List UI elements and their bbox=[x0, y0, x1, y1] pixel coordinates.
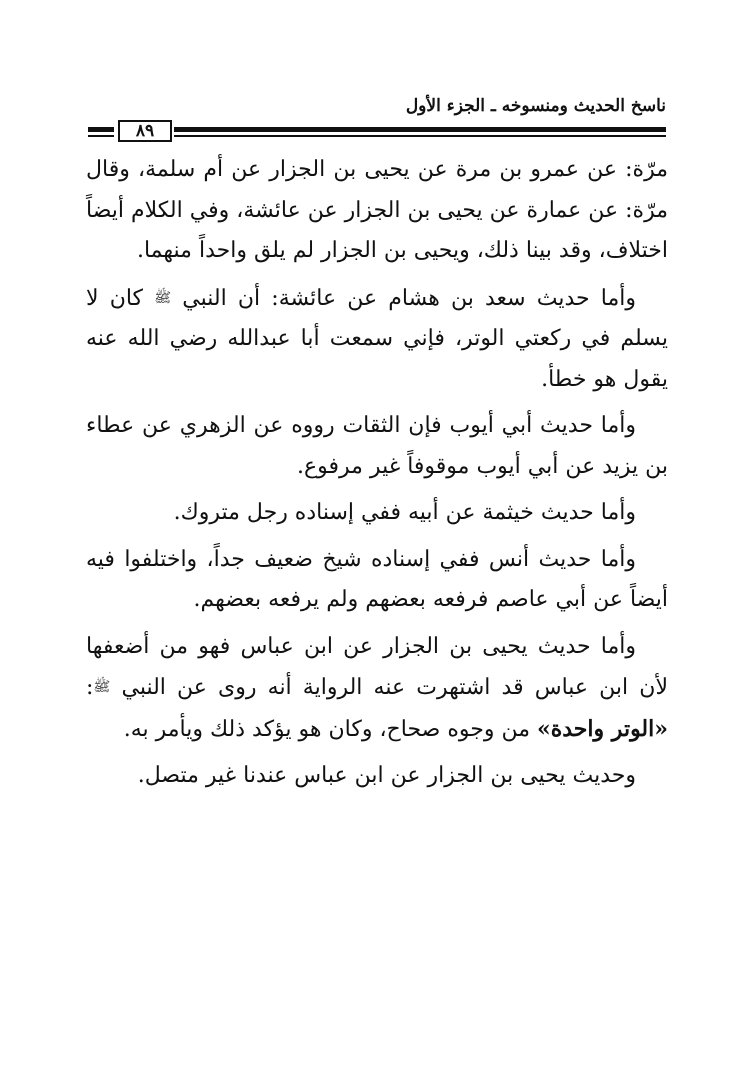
paragraph bbox=[86, 540, 668, 621]
paragraph bbox=[86, 627, 668, 751]
paragraph bbox=[86, 756, 668, 797]
body-text bbox=[86, 150, 668, 803]
paragraph-text: وأما حديث أنس ففي إسناده شيخ ضعيف جداً، واختلفوا فيه أيضاً عن أبي عاصم فرفعه بعضهم ولم يرفعه بعضهم. bbox=[86, 546, 668, 612]
paragraph-text: وأما حديث خيثمة عن أبيه ففي إسناده رجل متروك. bbox=[173, 500, 636, 525]
honorific-symbol: ﷺ bbox=[93, 679, 111, 695]
paragraph-text: مرّة: عن عمرو بن مرة عن يحيى بن الجزار عن أم سلمة، وقال مرّة: عن عمارة عن يحيى بن الجزار عن عائشة، وفي الكلام أيضاً اختلاف، وقد بينا ذلك، ويحيى بن الجزار لم يلق واحداً منهما. bbox=[86, 157, 668, 263]
colon: : bbox=[86, 675, 94, 700]
paragraph bbox=[86, 406, 668, 487]
honorific-symbol: ﷺ bbox=[154, 289, 172, 306]
page-number: ٨٩ bbox=[118, 120, 172, 142]
paragraph-text: وأما حديث يحيى بن الجزار عن ابن عباس فهو من أضعفها لأن ابن عباس قد اشتهرت عنه الرواية أنه روى عن النبي bbox=[86, 633, 668, 700]
paragraph-text: من وجوه صحاح، وكان هو يؤكد ذلك ويأمر به. bbox=[123, 716, 530, 742]
paragraph bbox=[86, 150, 668, 272]
header-rule-long bbox=[174, 127, 666, 132]
paragraph-text: وحديث يحيى بن الجزار عن ابن عباس عندنا غير متصل. bbox=[137, 763, 636, 788]
hadith-quote: «الوتر واحدة» bbox=[536, 715, 668, 742]
paragraph-text: وأما حديث أبي أيوب فإن الثقات رووه عن الزهري عن عطاء بن يزيد عن أبي أيوب موقوفاً غير مرفوع. bbox=[86, 413, 668, 479]
header-rule bbox=[88, 120, 666, 142]
paragraph bbox=[86, 493, 668, 534]
page-header bbox=[88, 96, 666, 146]
paragraph bbox=[86, 278, 668, 401]
running-title: ناسخ الحديث ومنسوخه ـ الجزء الأول bbox=[405, 96, 666, 116]
paragraph-text: وأما حديث سعد بن هشام عن عائشة: أن النبي bbox=[182, 285, 636, 311]
paragraph-text: كان لا يسلم في ركعتي الوتر، فإني سمعت أبا عبدالله رضي الله عنه يقول هو خطأ. bbox=[86, 285, 668, 392]
header-rule-short bbox=[88, 127, 114, 132]
